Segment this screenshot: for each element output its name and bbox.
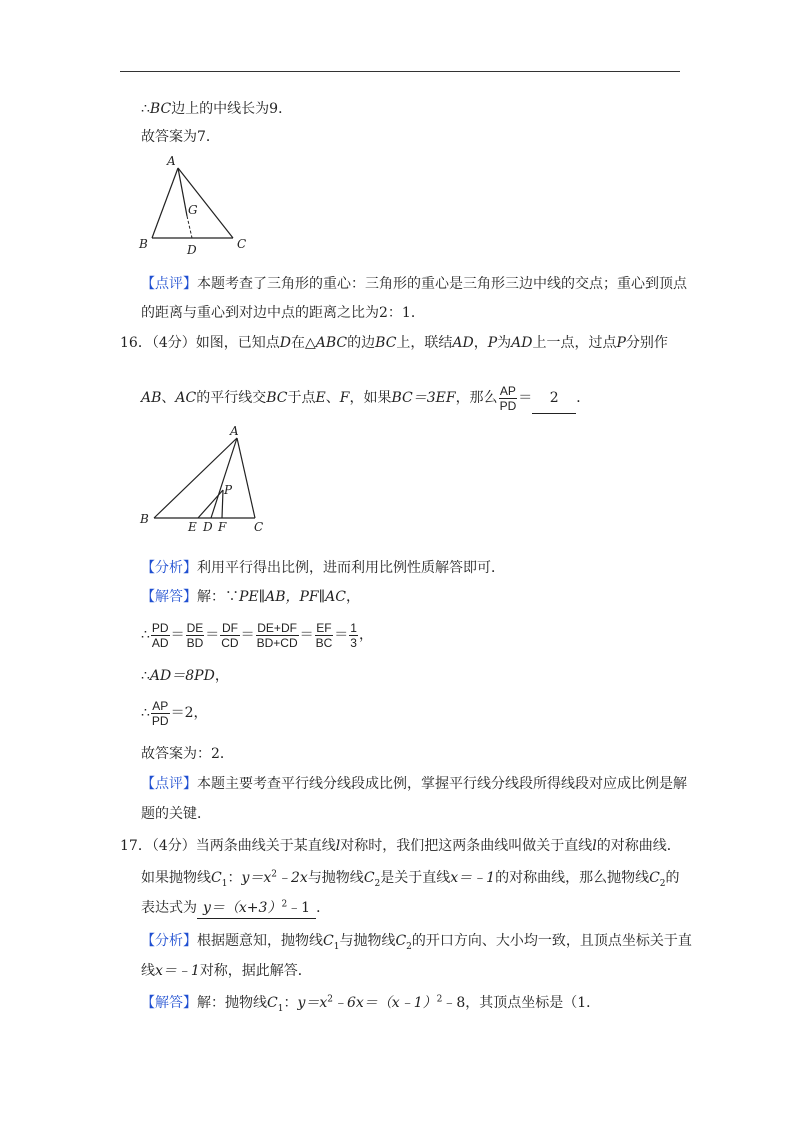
label-d: D <box>203 520 213 534</box>
q16-line2: AB、AC的平行线交BC于点E、F，如果BC＝3EF，那么 $\frac{AP}{PD}$ ＝ 2 ． <box>141 383 591 413</box>
solution-16-line1: 【解答】解：∵PE∥AB，PF∥AC， <box>141 589 360 605</box>
segment-pf <box>222 490 223 518</box>
label-e: E <box>188 520 197 534</box>
review-16-line1: 【点评】本题主要考查平行线分线段成比例，掌握平行线分线段所得线段对应成比例是解 <box>141 776 687 792</box>
review-text: 本题考查了三角形的重心：三角形的重心是三角形三边中线的交点；重心到顶点 <box>197 276 687 292</box>
label-d: D <box>187 243 197 257</box>
fraction-sum: $\frac{DE+DF}{BD+CD}$ <box>256 620 298 650</box>
fraction-one-third: $\frac{1}{3}$ <box>350 620 357 650</box>
analysis-17-line1: 【分析】根据题意知，抛物线$C_1$与抛物线$C_2$的开口方向、大小均一致，且顶点坐标关于直 <box>141 933 692 952</box>
solution-16-ad: ∴AD＝8PD， <box>141 668 229 684</box>
solution-17-line1: 【解答】解：抛物线$C_1$：$y=x^2﹣6x=(x﹣1)^2﹣8$，其顶点坐标是（1． <box>141 994 601 1014</box>
q16-line1: 16．（4分）如图，已知点D在△ABC的边BC上，联结AD，P为AD上一点，过点P分别作 <box>120 335 668 351</box>
fraction-df-cd: $\frac{DF}{CD}$ <box>221 620 239 650</box>
question-score: （4分） <box>151 838 196 854</box>
review-15-line2: 的距离与重心到对边中点的距离之比为2：1． <box>141 305 425 321</box>
label-b: B <box>139 237 148 251</box>
review-15-line1 <box>141 274 687 294</box>
analysis-16: 【分析】利用平行得出比例，进而利用比例性质解答即可． <box>141 560 505 576</box>
median-dashed <box>187 216 192 238</box>
solution-tag: 【解答】 <box>141 589 197 605</box>
label-a: A <box>167 154 176 168</box>
fraction-ap-pd: $\frac{AP}{PD}$ <box>499 383 517 413</box>
header-rule <box>120 71 680 72</box>
analysis-tag: 【分析】 <box>141 560 197 576</box>
edge-ac <box>237 438 255 518</box>
answer-blank-17: $y=(x+3)^2﹣1$ <box>197 898 316 919</box>
analysis-17-line2: 线x＝﹣1对称，据此解答． <box>141 963 312 979</box>
question-score: （4分） <box>151 335 196 351</box>
segment-pe <box>198 490 223 518</box>
review-16-line2: 题的关键． <box>141 806 211 822</box>
answer-line-15: 故答案为7． <box>141 129 220 145</box>
label-g: G <box>188 203 198 217</box>
var-bc: BC <box>149 101 172 117</box>
median-line <box>141 99 292 119</box>
fraction-pd-ad: $\frac{PD}{AD}$ <box>151 620 169 650</box>
answer-line-16: 故答案为：2． <box>141 746 234 762</box>
fraction-ap-pd-result: $\frac{AP}{PD}$ <box>151 698 169 728</box>
fraction-de-bd: $\frac{DE}{BD}$ <box>186 620 204 650</box>
triangle-figure-1 <box>136 152 256 260</box>
question-number: 16． <box>120 335 152 351</box>
solution-16-ratio: ∴ $\frac{AP}{PD}$ ＝2， <box>141 698 208 728</box>
median-solid <box>178 168 187 216</box>
edge-ab <box>152 168 178 238</box>
label-f: F <box>218 520 227 534</box>
therefore-symbol: ∴ <box>141 101 150 117</box>
solution-16-proportion: ∴ $\frac{PD}{AD}$ ＝ $\frac{DE}{BD}$ ＝ $\frac{DF}{CD}$ ＝ $\frac{DE+DF}{BD+CD}$ ＝ $\frac{EF}{BC}$ ＝ $\frac{1}{3}$ ， <box>141 620 373 650</box>
solution-tag: 【解答】 <box>141 995 197 1011</box>
label-c: C <box>254 520 264 534</box>
analysis-tag: 【分析】 <box>141 933 197 949</box>
answer-blank-16: 2 <box>532 383 576 414</box>
edge-ac <box>178 168 233 238</box>
q17-line2: 如果抛物线$C_1$：$y=x^2﹣2x$与抛物线$C_2$是关于直线x＝﹣1的对称曲线，那么抛物线$C_2$的 <box>141 869 680 889</box>
review-tag: 【点评】 <box>141 776 197 792</box>
label-b: B <box>140 512 149 526</box>
review-tag: 【点评】 <box>141 276 197 292</box>
question-number: 17． <box>120 838 152 854</box>
q17-line3: 表达式为 $y=(x+3)^2﹣1$ ． <box>141 898 330 919</box>
q17-line1: 17．（4分）当两条曲线关于某直线l对称时，我们把这两条曲线叫做关于直线l的对称曲线． <box>120 838 681 854</box>
label-a: A <box>230 424 239 438</box>
label-p: P <box>224 483 233 497</box>
triangle-figure-2 <box>138 420 278 536</box>
label-c: C <box>237 237 247 251</box>
fraction-ef-bc: $\frac{EF}{BC}$ <box>315 620 333 650</box>
median-text: 边上的中线长为9． <box>171 101 293 117</box>
